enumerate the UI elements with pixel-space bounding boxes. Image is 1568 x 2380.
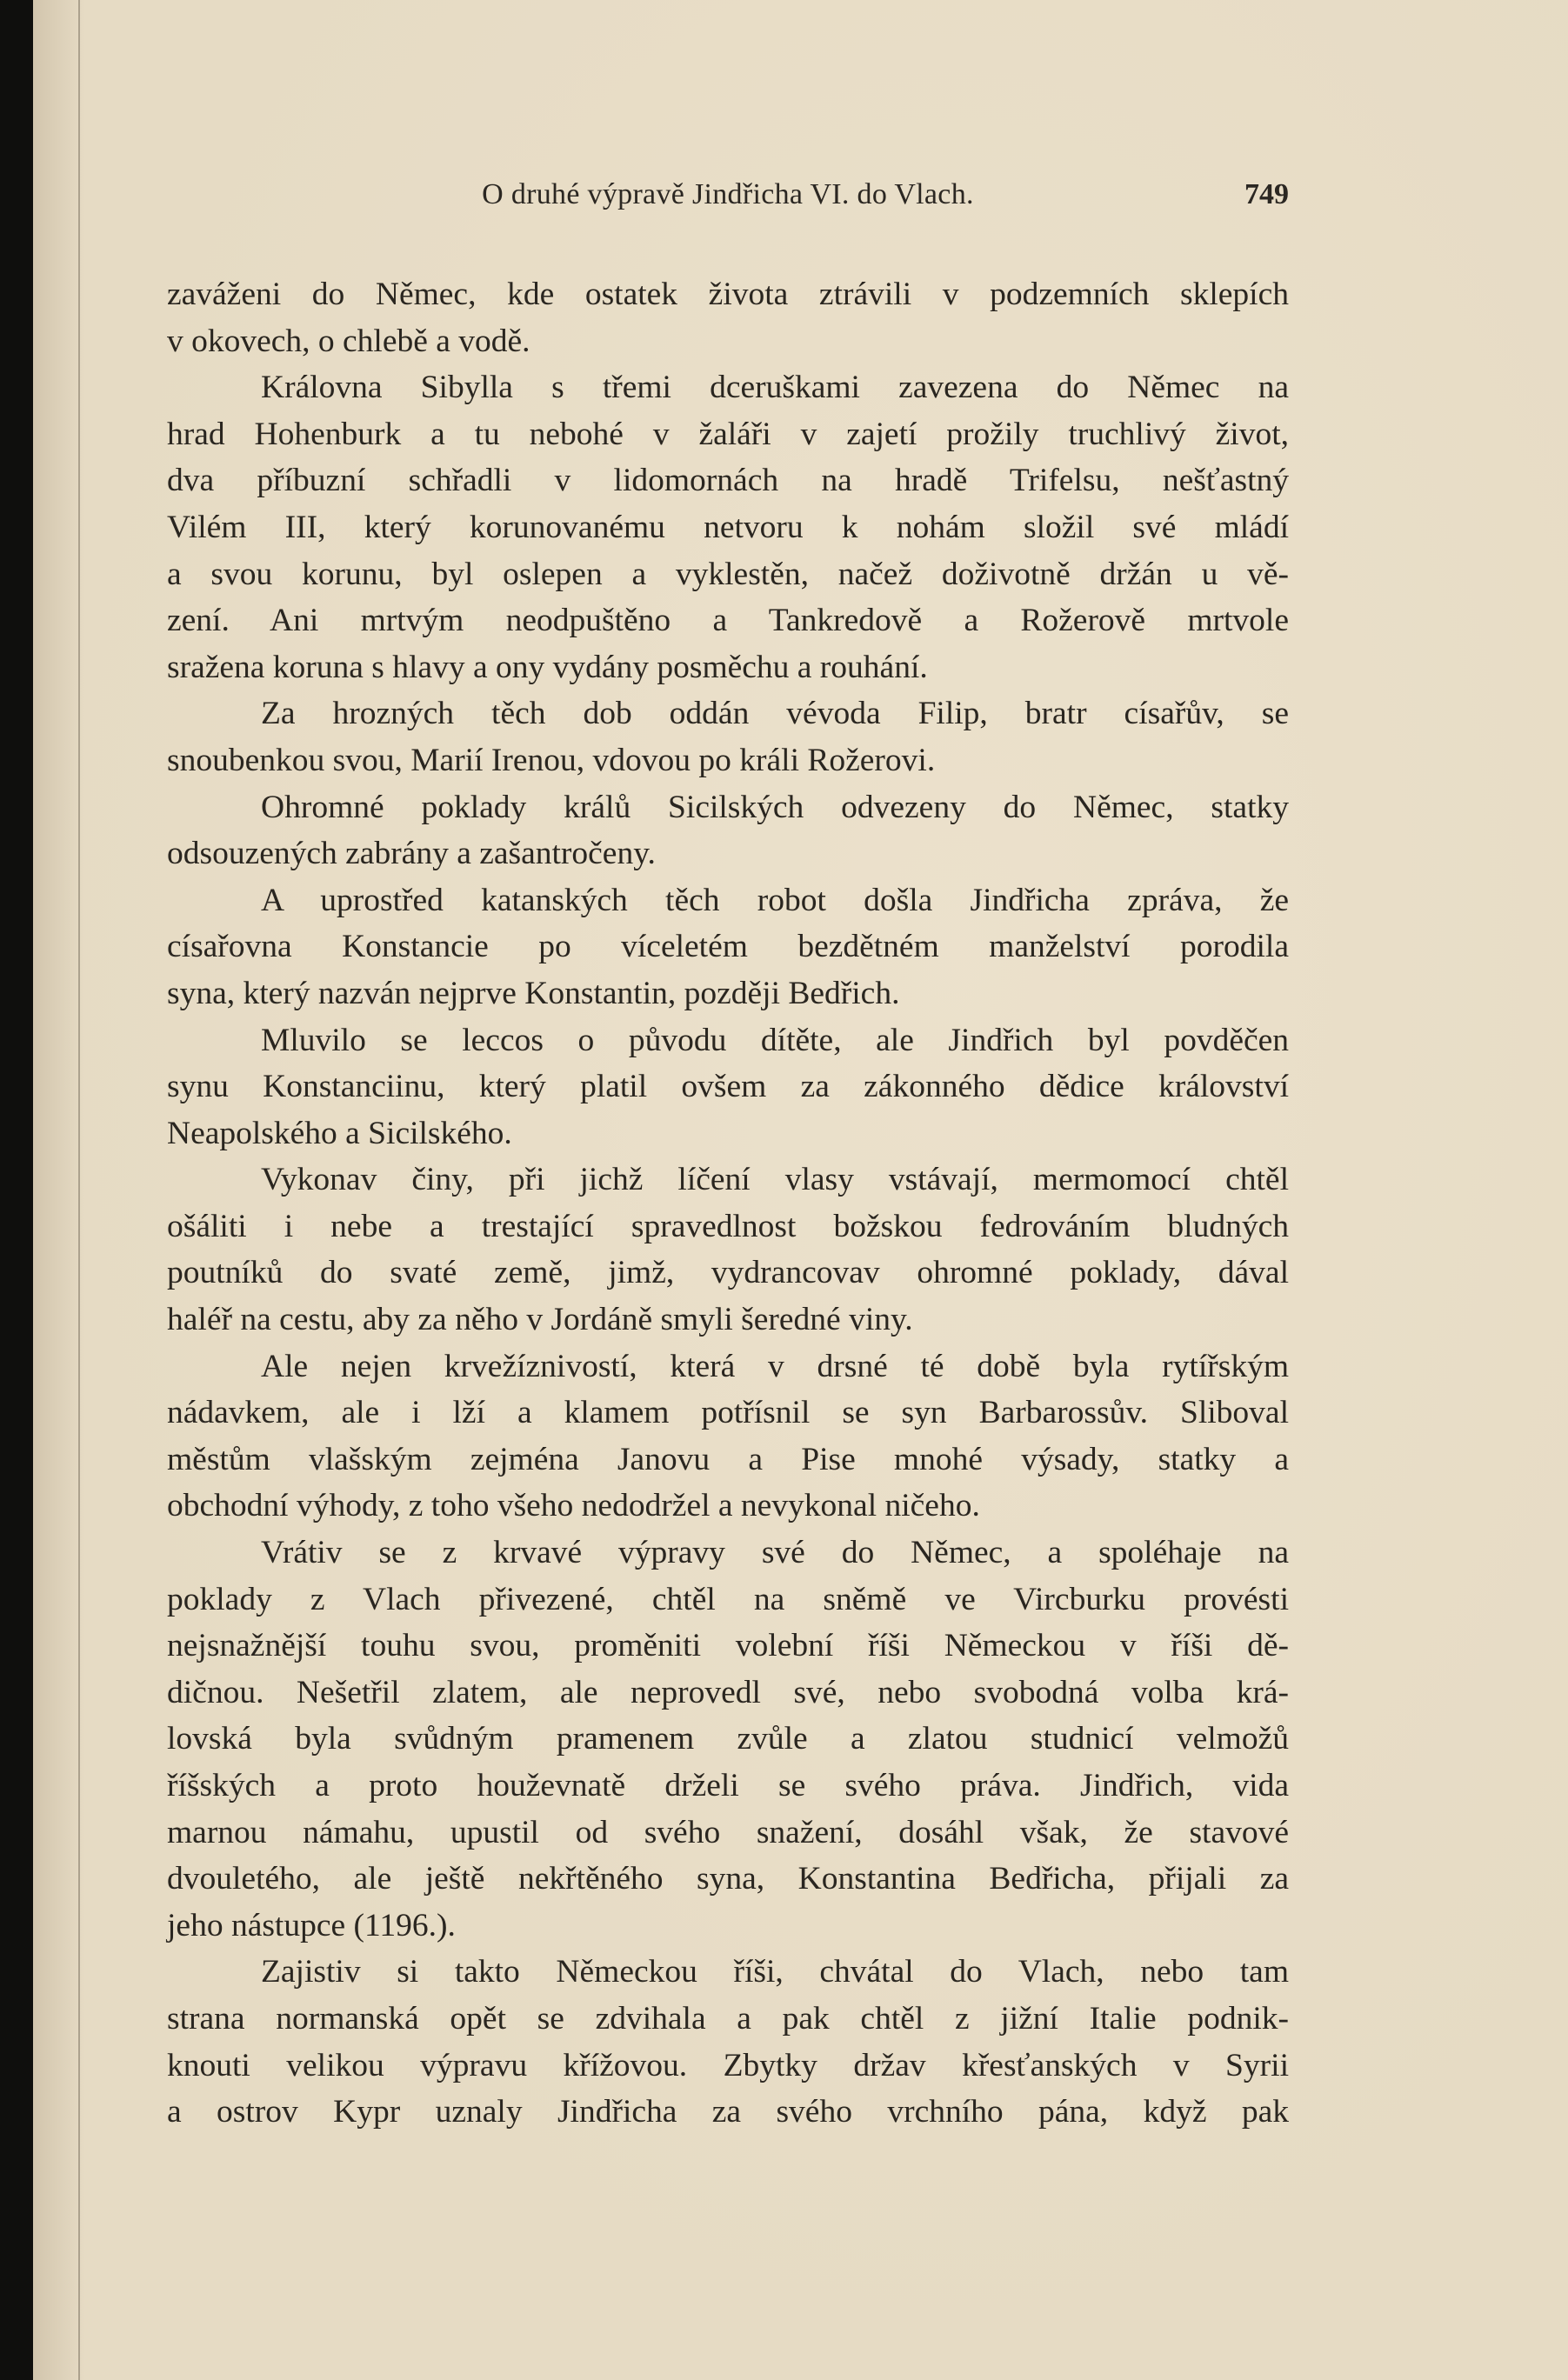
text-line: haléř na cestu, aby za něho v Jordáně smyli šeredné viny.: [167, 1302, 913, 1338]
text-line: císařovna Konstancie po víceletém bezdětném manželství porodila: [167, 929, 1289, 965]
text-line: poklady z Vlach přivezené, chtěl na sněmě ve Vircburku provésti: [167, 1581, 1289, 1617]
text-line: městům vlašským zejména Janovu a Pise mnohé výsady, statky a: [167, 1441, 1289, 1477]
text-line: Vilém III, který korunovanému netvoru k nohám složil své mládí: [167, 509, 1289, 545]
text-line: odsouzených zabrány a zašantročeny.: [167, 836, 656, 872]
text-line: a svou korunu, byl oslepen a vyklestěn, načež doživotně držán u vě-: [167, 556, 1289, 592]
text-line: dva příbuzní schřadli v lidomornách na hradě Trifelsu, nešťastný: [167, 463, 1289, 499]
text-line: Vykonav činy, při jichž líčení vlasy vstávají, mermomocí chtěl: [261, 1162, 1289, 1198]
text-line: zaváženi do Němec, kde ostatek života ztrávili v podzemních sklepích: [167, 277, 1289, 312]
running-header: [167, 178, 1289, 222]
text-line: nejsnažnější touhu svou, proměniti volební říši Německou v říši dě-: [167, 1628, 1289, 1664]
text-line: hrad Hohenburk a tu nebohé v žaláři v zajetí prožily truchlivý život,: [167, 416, 1289, 452]
text-line: obchodní výhody, z toho všeho nedodržel a nevykonal ničeho.: [167, 1488, 980, 1524]
text-line: říšských a proto houževnatě drželi se svého práva. Jindřich, vida: [167, 1768, 1289, 1803]
text-line: Ale nejen krvežíznivostí, která v drsné té době byla rytířským: [261, 1348, 1289, 1384]
text-line: lovská byla svůdným pramenem zvůle a zlatou studnicí velmožů: [167, 1721, 1289, 1757]
text-line: Vrátiv se z krvavé výpravy své do Němec, a spoléhaje na: [261, 1535, 1289, 1571]
page-number: 749: [1244, 178, 1289, 210]
text-line: knouti velikou výpravu křížovou. Zbytky držav křesťanských v Syrii: [167, 2047, 1289, 2083]
text-line: Královna Sibylla s třemi dceruškami zavezena do Němec na: [261, 370, 1289, 406]
text-line: ošáliti i nebe a trestající spravedlnost božskou fedrováním bludných: [167, 1208, 1289, 1244]
text-line: Neapolského a Sicilského.: [167, 1115, 512, 1151]
text-line: synu Konstanciinu, který platil ovšem za zákonného dědice království: [167, 1069, 1289, 1105]
text-line: v okovech, o chlebě a vodě.: [167, 323, 530, 359]
text-line: Mluvilo se leccos o původu dítěte, ale Jindřich byl povděčen: [261, 1022, 1289, 1058]
text-line: Zajistiv si takto Německou říši, chvátal do Vlach, nebo tam: [261, 1954, 1289, 1990]
text-line: sražena koruna s hlavy a ony vydány posměchu a rouhání.: [167, 649, 928, 685]
body-text: [167, 271, 1289, 2136]
text-line: Ohromné poklady králů Sicilských odvezeny do Němec, statky: [261, 789, 1289, 825]
text-line: dičnou. Nešetřil zlatem, ale neprovedl své, nebo svobodná volba krá-: [167, 1674, 1289, 1710]
text-line: zení. Ani mrtvým neodpuštěno a Tankredově a Rožerově mrtvole: [167, 603, 1289, 639]
running-title: O druhé výpravě Jindřicha VI. do Vlach.: [482, 178, 974, 210]
text-line: marnou námahu, upustil od svého snažení, dosáhl však, že stavové: [167, 1814, 1289, 1850]
text-line: dvouletého, ale ještě nekřtěného syna, Konstantina Bedřicha, přijali za: [167, 1861, 1289, 1897]
text-line: poutníků do svaté země, jimž, vydrancovav ohromné poklady, dával: [167, 1255, 1289, 1291]
text-line: snoubenkou svou, Marií Irenou, vdovou po králi Rožerovi.: [167, 742, 936, 778]
page-gutter: [78, 0, 80, 2380]
text-line: syna, který nazván nejprve Konstantin, později Bedřich.: [167, 975, 900, 1011]
text-line: a ostrov Kypr uznaly Jindřicha za svého vrchního pána, když pak: [167, 2094, 1289, 2130]
text-line: jeho nástupce (1196.).: [167, 1907, 456, 1943]
text-line: nádavkem, ale i lží a klamem potřísnil se syn Barbarossův. Sliboval: [167, 1395, 1289, 1431]
text-line: Za hrozných těch dob oddán vévoda Filip, bratr císařův, se: [261, 696, 1289, 732]
text-line: A uprostřed katanských těch robot došla Jindřicha zpráva, že: [261, 882, 1289, 918]
text-line: strana normanská opět se zdvihala a pak chtěl z jižní Italie podnik-: [167, 2000, 1289, 2037]
